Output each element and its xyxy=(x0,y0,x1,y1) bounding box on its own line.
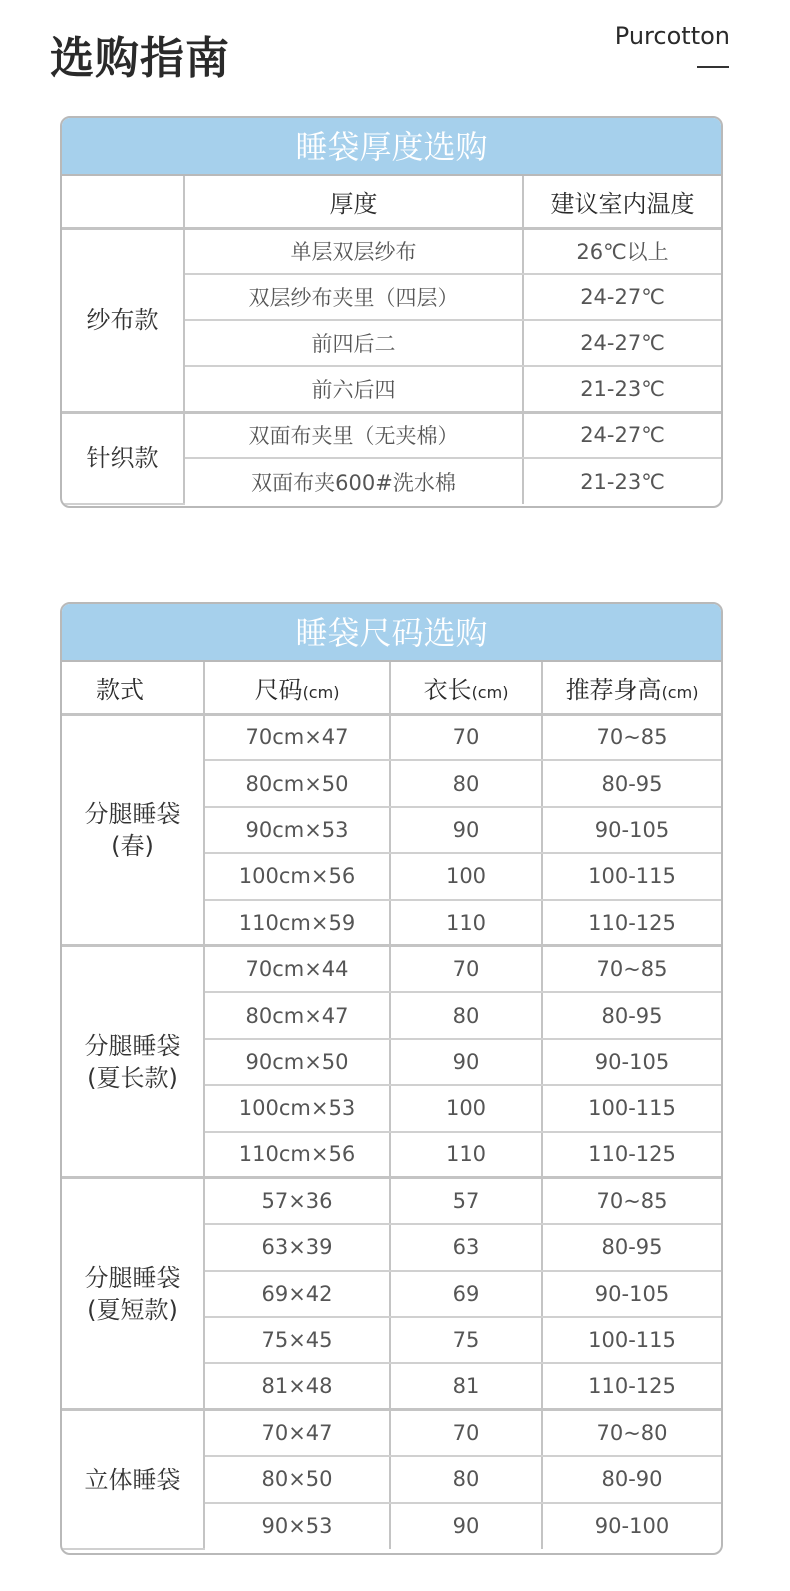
height-col-unit: (cm) xyxy=(661,682,699,702)
temperature-cell: 24-27℃ xyxy=(523,274,721,320)
length-col-label: 衣长 xyxy=(423,675,472,704)
length-cell: 57 xyxy=(390,1178,542,1224)
size-col-unit: (cm) xyxy=(302,682,340,702)
group-label-line1: 分腿睡袋 xyxy=(84,1263,181,1292)
size-cell: 75×45 xyxy=(204,1317,390,1363)
height-col-label: 推荐身高 xyxy=(565,675,662,704)
thickness-cell: 双面布夹600#洗水棉 xyxy=(184,458,523,504)
thickness-header-row xyxy=(62,176,721,228)
group-label xyxy=(62,714,204,946)
length-cell: 90 xyxy=(390,1503,542,1549)
height-cell: 110-125 xyxy=(542,900,721,946)
size-table-card xyxy=(60,602,723,1555)
page-title: 选购指南 xyxy=(50,33,230,84)
style-col-header: 款式 xyxy=(62,662,204,714)
size-header-row xyxy=(62,662,721,714)
length-cell: 75 xyxy=(390,1317,542,1363)
height-cell: 70~85 xyxy=(542,1178,721,1224)
height-cell: 100-115 xyxy=(542,853,721,899)
table-row xyxy=(62,412,721,458)
temperature-cell: 24-27℃ xyxy=(523,412,721,458)
height-cell: 80-95 xyxy=(542,992,721,1038)
thickness-cell: 单层双层纱布 xyxy=(184,228,523,274)
brand-underline xyxy=(697,66,729,68)
table-row xyxy=(62,946,721,992)
table-row xyxy=(62,228,721,274)
length-cell: 80 xyxy=(390,1456,542,1502)
group-label: 纱布款 xyxy=(62,228,184,412)
group-label-line2: (夏长款) xyxy=(87,1063,178,1092)
size-col-header xyxy=(204,662,390,714)
height-cell: 80-95 xyxy=(542,1224,721,1270)
size-cell: 80cm×50 xyxy=(204,760,390,806)
length-cell: 110 xyxy=(390,1132,542,1178)
length-cell: 69 xyxy=(390,1271,542,1317)
size-cell: 70×47 xyxy=(204,1410,390,1456)
size-cell: 63×39 xyxy=(204,1224,390,1270)
height-cell: 90-100 xyxy=(594,1514,670,1539)
thickness-cell: 双层纱布夹里（四层） xyxy=(184,274,523,320)
temperature-cell: 24-27℃ xyxy=(523,320,721,366)
thickness-header-blank xyxy=(62,176,184,228)
group-label-line2: (春) xyxy=(111,831,154,860)
group-label-line2: (夏短款) xyxy=(87,1295,178,1324)
length-col-header xyxy=(390,662,542,714)
group-label: 针织款 xyxy=(62,412,184,504)
thickness-table xyxy=(62,176,721,505)
height-cell: 70~85 xyxy=(542,714,721,760)
size-cell: 69×42 xyxy=(204,1271,390,1317)
length-cell: 90 xyxy=(390,807,542,853)
group-label xyxy=(62,1178,204,1410)
height-cell: 80-95 xyxy=(542,760,721,806)
length-cell: 70 xyxy=(390,714,542,760)
thickness-table-title: 睡袋厚度选购 xyxy=(62,118,721,176)
height-cell: 90-105 xyxy=(542,1271,721,1317)
size-cell: 70cm×44 xyxy=(204,946,390,992)
height-cell: 100-115 xyxy=(542,1085,721,1131)
height-cell: 70~85 xyxy=(542,946,721,992)
length-cell: 81 xyxy=(390,1363,542,1409)
group-label xyxy=(62,946,204,1178)
length-cell: 70 xyxy=(390,1410,542,1456)
size-cell: 110cm×59 xyxy=(204,900,390,946)
length-cell: 90 xyxy=(390,1039,542,1085)
group-label-line1: 立体睡袋 xyxy=(84,1465,181,1494)
size-cell: 100cm×53 xyxy=(204,1085,390,1131)
table-row xyxy=(62,1178,721,1224)
size-table-title: 睡袋尺码选购 xyxy=(62,604,721,662)
temperature-cell: 21-23℃ xyxy=(523,366,721,412)
length-col-unit: (cm) xyxy=(471,682,509,702)
size-cell: 90cm×50 xyxy=(204,1039,390,1085)
length-cell: 80 xyxy=(390,992,542,1038)
size-cell: 80×50 xyxy=(204,1456,390,1502)
height-col-header xyxy=(542,662,721,714)
table-row xyxy=(62,1410,721,1456)
height-cell: 90-105 xyxy=(542,807,721,853)
temperature-col-header: 建议室内温度 xyxy=(523,176,721,228)
size-col-label: 尺码 xyxy=(254,675,303,704)
thickness-cell: 双面布夹里（无夹棉） xyxy=(184,412,523,458)
size-cell: 110cm×56 xyxy=(204,1132,390,1178)
height-cell: 70~80 xyxy=(542,1410,721,1456)
size-cell: 81×48 xyxy=(204,1363,390,1409)
length-cell: 80 xyxy=(390,760,542,806)
temperature-cell: 21-23℃ xyxy=(580,469,665,494)
length-cell: 110 xyxy=(390,900,542,946)
thickness-table-card xyxy=(60,116,723,508)
group-label xyxy=(62,1410,204,1549)
size-cell: 80cm×47 xyxy=(204,992,390,1038)
height-cell: 90-105 xyxy=(542,1039,721,1085)
brand-logo: Purcotton xyxy=(614,22,730,50)
height-cell: 80-90 xyxy=(542,1456,721,1502)
length-cell: 100 xyxy=(390,1085,542,1131)
size-table xyxy=(62,662,721,1550)
size-cell: 90cm×53 xyxy=(204,807,390,853)
height-cell: 100-115 xyxy=(542,1317,721,1363)
temperature-cell: 26℃以上 xyxy=(523,228,721,274)
length-cell: 63 xyxy=(390,1224,542,1270)
table-row xyxy=(62,714,721,760)
size-cell: 57×36 xyxy=(204,1178,390,1224)
thickness-col-header: 厚度 xyxy=(184,176,523,228)
thickness-cell: 前四后二 xyxy=(184,320,523,366)
group-label-line1: 分腿睡袋 xyxy=(84,799,181,828)
size-cell: 70cm×47 xyxy=(204,714,390,760)
length-cell: 70 xyxy=(390,946,542,992)
length-cell: 100 xyxy=(390,853,542,899)
group-label-line1: 分腿睡袋 xyxy=(84,1031,181,1060)
height-cell: 110-125 xyxy=(542,1132,721,1178)
size-cell: 100cm×56 xyxy=(204,853,390,899)
thickness-cell: 前六后四 xyxy=(184,366,523,412)
height-cell: 110-125 xyxy=(542,1363,721,1409)
size-cell: 90×53 xyxy=(204,1503,390,1549)
